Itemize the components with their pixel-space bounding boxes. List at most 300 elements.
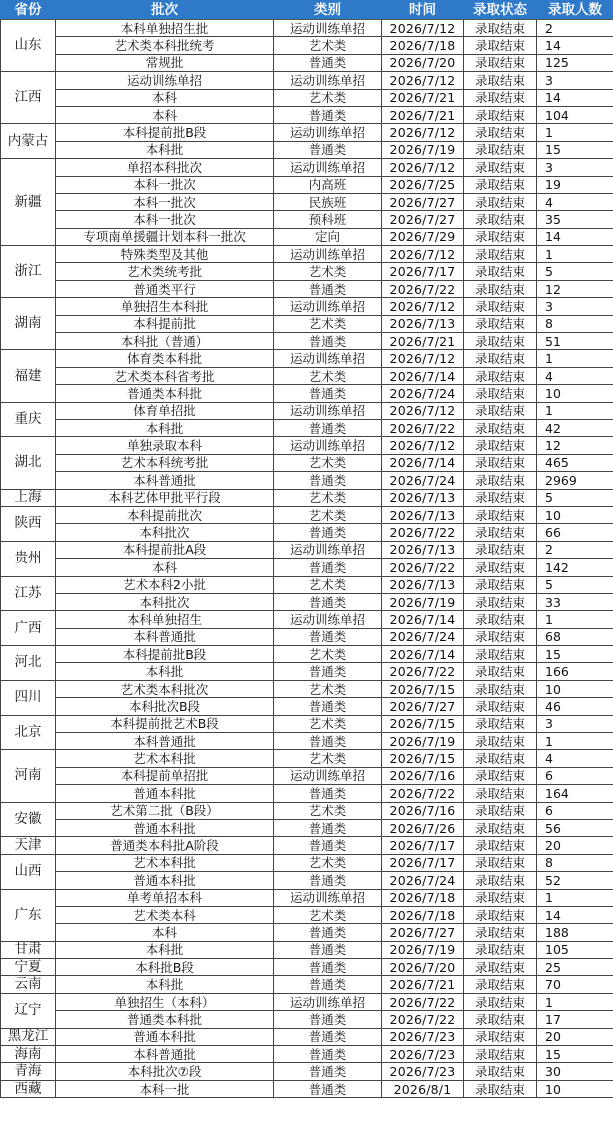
status-cell: 录取结束 [464, 72, 537, 89]
table-row [1, 89, 613, 106]
status-cell: 录取结束 [464, 472, 537, 489]
date-cell: 2026/7/12 [382, 246, 464, 263]
batch-cell: 本科一批次 [56, 211, 274, 228]
date-cell: 2026/7/14 [382, 454, 464, 471]
date-cell: 2026/7/13 [382, 576, 464, 593]
category-cell: 普通类 [274, 419, 382, 436]
batch-cell: 本科一批次 [56, 176, 274, 193]
count-cell: 104 [537, 106, 613, 123]
date-cell: 2026/7/18 [382, 37, 464, 54]
province-cell: 山西 [1, 854, 56, 889]
batch-cell: 单独招生（本科） [56, 993, 274, 1010]
batch-cell: 体育单招批 [56, 402, 274, 419]
table-row [1, 680, 613, 697]
category-cell: 普通类 [274, 1011, 382, 1028]
table-row [1, 280, 613, 297]
batch-cell: 本科提前批艺术B段 [56, 715, 274, 732]
province-cell: 广东 [1, 889, 56, 941]
date-cell: 2026/7/12 [382, 298, 464, 315]
status-cell: 录取结束 [464, 437, 537, 454]
category-cell: 艺术类 [274, 37, 382, 54]
header-category: 类别 [274, 1, 382, 20]
batch-cell: 本科批B段 [56, 959, 274, 976]
count-cell: 164 [537, 785, 613, 802]
table-row [1, 124, 613, 141]
count-cell: 15 [537, 141, 613, 158]
date-cell: 2026/7/22 [382, 419, 464, 436]
table-row [1, 593, 613, 610]
table-row [1, 524, 613, 541]
batch-cell: 本科提前批次 [56, 506, 274, 523]
category-cell: 普通类 [274, 837, 382, 854]
status-cell: 录取结束 [464, 385, 537, 402]
table-row [1, 785, 613, 802]
status-cell: 录取结束 [464, 350, 537, 367]
table-row [1, 715, 613, 732]
status-cell: 录取结束 [464, 559, 537, 576]
count-cell: 20 [537, 1028, 613, 1045]
date-cell: 2026/7/27 [382, 211, 464, 228]
batch-cell: 常规批 [56, 54, 274, 71]
date-cell: 2026/7/22 [382, 559, 464, 576]
status-cell: 录取结束 [464, 715, 537, 732]
province-cell: 江苏 [1, 576, 56, 611]
batch-cell: 本科批 [56, 976, 274, 993]
count-cell: 20 [537, 837, 613, 854]
count-cell: 5 [537, 576, 613, 593]
status-cell: 录取结束 [464, 628, 537, 645]
status-cell: 录取结束 [464, 54, 537, 71]
status-cell: 录取结束 [464, 1028, 537, 1045]
category-cell: 普通类 [274, 385, 382, 402]
status-cell: 录取结束 [464, 298, 537, 315]
category-cell: 普通类 [274, 1046, 382, 1063]
date-cell: 2026/7/20 [382, 54, 464, 71]
batch-cell: 艺术类统考批 [56, 263, 274, 280]
table-row [1, 72, 613, 89]
count-cell: 10 [537, 680, 613, 697]
count-cell: 6 [537, 802, 613, 819]
province-cell: 云南 [1, 976, 56, 993]
province-cell: 山东 [1, 20, 56, 72]
province-cell: 甘肃 [1, 941, 56, 958]
category-cell: 运动训练单招 [274, 350, 382, 367]
category-cell: 艺术类 [274, 454, 382, 471]
batch-cell: 普通本科批 [56, 819, 274, 836]
status-cell: 录取结束 [464, 506, 537, 523]
batch-cell: 艺术本科批 [56, 750, 274, 767]
batch-cell: 本科单独招生批 [56, 20, 274, 37]
header-count: 录取人数 [537, 1, 613, 20]
batch-cell: 普通类平行 [56, 280, 274, 297]
batch-cell: 本科批 [56, 141, 274, 158]
count-cell: 70 [537, 976, 613, 993]
batch-cell: 本科单独招生 [56, 611, 274, 628]
category-cell: 运动训练单招 [274, 159, 382, 176]
count-cell: 2 [537, 541, 613, 558]
status-cell: 录取结束 [464, 419, 537, 436]
category-cell: 普通类 [274, 1063, 382, 1080]
table-row [1, 315, 613, 332]
category-cell: 艺术类 [274, 680, 382, 697]
table-row [1, 246, 613, 263]
batch-cell: 艺术类本科省考批 [56, 367, 274, 384]
count-cell: 3 [537, 298, 613, 315]
table-row [1, 37, 613, 54]
category-cell: 内高班 [274, 176, 382, 193]
status-cell: 录取结束 [464, 819, 537, 836]
count-cell: 15 [537, 1046, 613, 1063]
status-cell: 录取结束 [464, 767, 537, 784]
header-province: 省份 [1, 1, 56, 20]
status-cell: 录取结束 [464, 733, 537, 750]
status-cell: 录取结束 [464, 159, 537, 176]
category-cell: 运动训练单招 [274, 767, 382, 784]
status-cell: 录取结束 [464, 611, 537, 628]
province-cell: 湖南 [1, 298, 56, 350]
count-cell: 52 [537, 872, 613, 889]
status-cell: 录取结束 [464, 1011, 537, 1028]
category-cell: 运动训练单招 [274, 124, 382, 141]
batch-cell: 本科艺体甲批平行段 [56, 489, 274, 506]
status-cell: 录取结束 [464, 367, 537, 384]
status-cell: 录取结束 [464, 802, 537, 819]
count-cell: 4 [537, 750, 613, 767]
date-cell: 2026/7/19 [382, 141, 464, 158]
status-cell: 录取结束 [464, 37, 537, 54]
date-cell: 2026/7/14 [382, 646, 464, 663]
category-cell: 普通类 [274, 819, 382, 836]
date-cell: 2026/7/12 [382, 159, 464, 176]
table-row [1, 350, 613, 367]
table-row [1, 472, 613, 489]
batch-cell: 体育类本科批 [56, 350, 274, 367]
table-row [1, 1046, 613, 1063]
category-cell: 艺术类 [274, 489, 382, 506]
province-cell: 陕西 [1, 506, 56, 541]
count-cell: 188 [537, 924, 613, 941]
count-cell: 10 [537, 385, 613, 402]
status-cell: 录取结束 [464, 263, 537, 280]
batch-cell: 本科一批 [56, 1080, 274, 1097]
province-cell: 海南 [1, 1046, 56, 1063]
table-row [1, 767, 613, 784]
category-cell: 运动训练单招 [274, 993, 382, 1010]
table-row [1, 733, 613, 750]
category-cell: 艺术类 [274, 750, 382, 767]
date-cell: 2026/7/12 [382, 124, 464, 141]
province-cell: 西藏 [1, 1080, 56, 1097]
count-cell: 8 [537, 315, 613, 332]
province-cell: 四川 [1, 680, 56, 715]
province-cell: 湖北 [1, 437, 56, 489]
table-row [1, 228, 613, 245]
date-cell: 2026/7/16 [382, 767, 464, 784]
count-cell: 30 [537, 1063, 613, 1080]
date-cell: 2026/7/19 [382, 733, 464, 750]
table-row [1, 106, 613, 123]
batch-cell: 本科批 [56, 941, 274, 958]
table-row [1, 889, 613, 906]
status-cell: 录取结束 [464, 906, 537, 923]
date-cell: 2026/8/1 [382, 1080, 464, 1097]
batch-cell: 艺术类本科批次 [56, 680, 274, 697]
date-cell: 2026/7/21 [382, 976, 464, 993]
category-cell: 运动训练单招 [274, 72, 382, 89]
batch-cell: 本科 [56, 924, 274, 941]
date-cell: 2026/7/14 [382, 611, 464, 628]
category-cell: 运动训练单招 [274, 541, 382, 558]
category-cell: 艺术类 [274, 367, 382, 384]
province-cell: 河南 [1, 750, 56, 802]
count-cell: 25 [537, 959, 613, 976]
category-cell: 普通类 [274, 54, 382, 71]
status-cell: 录取结束 [464, 176, 537, 193]
header-row [1, 1, 613, 20]
count-cell: 105 [537, 941, 613, 958]
status-cell: 录取结束 [464, 993, 537, 1010]
table-row [1, 402, 613, 419]
table-row [1, 1063, 613, 1080]
count-cell: 3 [537, 159, 613, 176]
batch-cell: 单考单招本科 [56, 889, 274, 906]
category-cell: 普通类 [274, 628, 382, 645]
batch-cell: 普通类本科批A阶段 [56, 837, 274, 854]
table-row [1, 959, 613, 976]
count-cell: 15 [537, 646, 613, 663]
status-cell: 录取结束 [464, 959, 537, 976]
status-cell: 录取结束 [464, 141, 537, 158]
count-cell: 4 [537, 193, 613, 210]
date-cell: 2026/7/24 [382, 872, 464, 889]
status-cell: 录取结束 [464, 1046, 537, 1063]
batch-cell: 本科 [56, 559, 274, 576]
batch-cell: 普通本科批 [56, 872, 274, 889]
date-cell: 2026/7/22 [382, 993, 464, 1010]
category-cell: 普通类 [274, 333, 382, 350]
header-time: 时间 [382, 1, 464, 20]
status-cell: 录取结束 [464, 315, 537, 332]
date-cell: 2026/7/23 [382, 1028, 464, 1045]
category-cell: 运动训练单招 [274, 611, 382, 628]
category-cell: 运动训练单招 [274, 20, 382, 37]
count-cell: 3 [537, 72, 613, 89]
date-cell: 2026/7/12 [382, 437, 464, 454]
batch-cell: 本科 [56, 106, 274, 123]
count-cell: 12 [537, 437, 613, 454]
province-cell: 宁夏 [1, 959, 56, 976]
province-cell: 贵州 [1, 541, 56, 576]
table-row [1, 541, 613, 558]
batch-cell: 运动训练单招 [56, 72, 274, 89]
count-cell: 12 [537, 280, 613, 297]
province-cell: 内蒙古 [1, 124, 56, 159]
status-cell: 录取结束 [464, 454, 537, 471]
category-cell: 运动训练单招 [274, 437, 382, 454]
status-cell: 录取结束 [464, 837, 537, 854]
count-cell: 1 [537, 402, 613, 419]
date-cell: 2026/7/24 [382, 628, 464, 645]
status-cell: 录取结束 [464, 698, 537, 715]
status-cell: 录取结束 [464, 489, 537, 506]
batch-cell: 本科普通批 [56, 1046, 274, 1063]
count-cell: 46 [537, 698, 613, 715]
status-cell: 录取结束 [464, 524, 537, 541]
status-cell: 录取结束 [464, 246, 537, 263]
batch-cell: 本科提前批A段 [56, 541, 274, 558]
date-cell: 2026/7/16 [382, 802, 464, 819]
count-cell: 142 [537, 559, 613, 576]
category-cell: 普通类 [274, 141, 382, 158]
batch-cell: 普通类本科批 [56, 1011, 274, 1028]
table-row [1, 141, 613, 158]
province-cell: 黑龙江 [1, 1028, 56, 1045]
batch-cell: 本科批 [56, 419, 274, 436]
batch-cell: 艺术第二批（B段） [56, 802, 274, 819]
category-cell: 普通类 [274, 698, 382, 715]
category-cell: 民族班 [274, 193, 382, 210]
batch-cell: 普通类本科批 [56, 385, 274, 402]
batch-cell: 本科普通批 [56, 733, 274, 750]
count-cell: 3 [537, 715, 613, 732]
date-cell: 2026/7/13 [382, 315, 464, 332]
table-row [1, 802, 613, 819]
table-row [1, 941, 613, 958]
count-cell: 17 [537, 1011, 613, 1028]
status-cell: 录取结束 [464, 193, 537, 210]
count-cell: 4 [537, 367, 613, 384]
category-cell: 普通类 [274, 280, 382, 297]
date-cell: 2026/7/12 [382, 350, 464, 367]
date-cell: 2026/7/18 [382, 889, 464, 906]
status-cell: 录取结束 [464, 333, 537, 350]
date-cell: 2026/7/27 [382, 924, 464, 941]
count-cell: 166 [537, 663, 613, 680]
table-row [1, 628, 613, 645]
count-cell: 10 [537, 1080, 613, 1097]
province-cell: 青海 [1, 1063, 56, 1080]
category-cell: 艺术类 [274, 646, 382, 663]
table-body [1, 20, 613, 1098]
status-cell: 录取结束 [464, 941, 537, 958]
province-cell: 天津 [1, 837, 56, 854]
count-cell: 1 [537, 993, 613, 1010]
date-cell: 2026/7/12 [382, 402, 464, 419]
category-cell: 普通类 [274, 959, 382, 976]
date-cell: 2026/7/22 [382, 1011, 464, 1028]
header-batch: 批次 [56, 1, 274, 20]
date-cell: 2026/7/25 [382, 176, 464, 193]
count-cell: 8 [537, 854, 613, 871]
table-row [1, 1011, 613, 1028]
batch-cell: 艺术类本科 [56, 906, 274, 923]
header-status: 录取状态 [464, 1, 537, 20]
category-cell: 普通类 [274, 1080, 382, 1097]
batch-cell: 本科普通批 [56, 472, 274, 489]
category-cell: 艺术类 [274, 263, 382, 280]
status-cell: 录取结束 [464, 854, 537, 871]
province-cell: 上海 [1, 489, 56, 506]
count-cell: 14 [537, 37, 613, 54]
status-cell: 录取结束 [464, 593, 537, 610]
status-cell: 录取结束 [464, 106, 537, 123]
date-cell: 2026/7/27 [382, 698, 464, 715]
category-cell: 定向 [274, 228, 382, 245]
table-row [1, 559, 613, 576]
table-row [1, 454, 613, 471]
table-row [1, 1080, 613, 1097]
province-cell: 辽宁 [1, 993, 56, 1028]
date-cell: 2026/7/22 [382, 663, 464, 680]
date-cell: 2026/7/13 [382, 541, 464, 558]
category-cell: 艺术类 [274, 89, 382, 106]
count-cell: 51 [537, 333, 613, 350]
status-cell: 录取结束 [464, 124, 537, 141]
category-cell: 运动训练单招 [274, 402, 382, 419]
table-row [1, 854, 613, 871]
table-row [1, 976, 613, 993]
table-row [1, 385, 613, 402]
date-cell: 2026/7/21 [382, 106, 464, 123]
table-row [1, 819, 613, 836]
count-cell: 68 [537, 628, 613, 645]
status-cell: 录取结束 [464, 924, 537, 941]
category-cell: 运动训练单招 [274, 246, 382, 263]
date-cell: 2026/7/17 [382, 854, 464, 871]
province-cell: 河北 [1, 646, 56, 681]
table-row [1, 698, 613, 715]
status-cell: 录取结束 [464, 541, 537, 558]
batch-cell: 本科提前批B段 [56, 646, 274, 663]
date-cell: 2026/7/18 [382, 906, 464, 923]
batch-cell: 特殊类型及其他 [56, 246, 274, 263]
count-cell: 56 [537, 819, 613, 836]
status-cell: 录取结束 [464, 680, 537, 697]
table-row [1, 159, 613, 176]
province-cell: 浙江 [1, 246, 56, 298]
table-row [1, 367, 613, 384]
table-row [1, 872, 613, 889]
batch-cell: 专项南单援疆计划本科一批次 [56, 228, 274, 245]
table-row [1, 437, 613, 454]
table-row [1, 489, 613, 506]
date-cell: 2026/7/24 [382, 472, 464, 489]
date-cell: 2026/7/29 [382, 228, 464, 245]
batch-cell: 本科批次B段 [56, 698, 274, 715]
batch-cell: 本科提前批 [56, 315, 274, 332]
category-cell: 普通类 [274, 976, 382, 993]
table-row [1, 333, 613, 350]
table-row [1, 263, 613, 280]
category-cell: 运动训练单招 [274, 889, 382, 906]
batch-cell: 单招本科批次 [56, 159, 274, 176]
table-row [1, 663, 613, 680]
date-cell: 2026/7/15 [382, 715, 464, 732]
category-cell: 普通类 [274, 106, 382, 123]
table-row [1, 193, 613, 210]
table-row [1, 750, 613, 767]
date-cell: 2026/7/26 [382, 819, 464, 836]
date-cell: 2026/7/23 [382, 1046, 464, 1063]
province-cell: 安徽 [1, 802, 56, 837]
category-cell: 运动训练单招 [274, 298, 382, 315]
table-row [1, 211, 613, 228]
category-cell: 艺术类 [274, 715, 382, 732]
table-row [1, 837, 613, 854]
batch-cell: 本科批（普通） [56, 333, 274, 350]
table-row [1, 298, 613, 315]
batch-cell: 本科提前批B段 [56, 124, 274, 141]
